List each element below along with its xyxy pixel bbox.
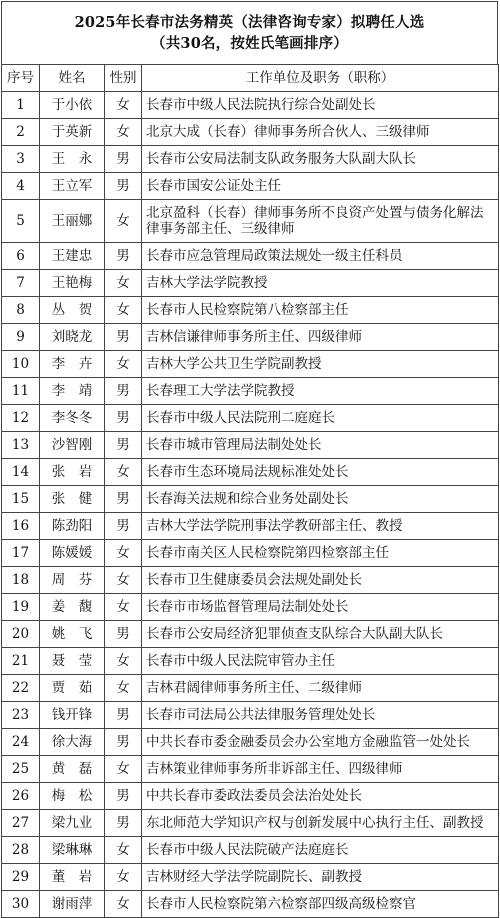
- row-gender: 男: [105, 324, 142, 351]
- row-job-text: 北京大成（长春）律师事务所合伙人、三级律师: [146, 124, 430, 140]
- table-row: [2, 594, 499, 621]
- row-job: [142, 432, 499, 459]
- row-number: 18: [2, 567, 40, 594]
- row-gender: 男: [105, 513, 142, 540]
- row-name: 李 卉: [40, 351, 105, 378]
- row-job: [142, 243, 499, 270]
- table-row: [2, 675, 499, 702]
- row-name: 于小依: [40, 92, 105, 119]
- row-name: 姚 飞: [40, 621, 105, 648]
- row-name: 谢雨萍: [40, 891, 105, 918]
- row-job-text: 长春市人民检察院第八检察部主任: [146, 302, 349, 318]
- row-job: [142, 891, 499, 918]
- row-gender: 男: [105, 486, 142, 513]
- row-job: [142, 864, 499, 891]
- table-row: [2, 540, 499, 567]
- row-gender: 女: [105, 270, 142, 297]
- row-job: [142, 324, 499, 351]
- row-job: [142, 783, 499, 810]
- row-number: 20: [2, 621, 40, 648]
- row-number: 8: [2, 297, 40, 324]
- row-gender: 男: [105, 810, 142, 837]
- table-header-row: [2, 65, 499, 92]
- table-row: [2, 486, 499, 513]
- row-job: [142, 648, 499, 675]
- row-job: [142, 92, 499, 119]
- table-row: [2, 297, 499, 324]
- table-row: [2, 702, 499, 729]
- row-name: 李 靖: [40, 378, 105, 405]
- row-job: [142, 702, 499, 729]
- table-row: [2, 243, 499, 270]
- row-name: 陈劲阳: [40, 513, 105, 540]
- table-row: [2, 119, 499, 146]
- row-gender: 男: [105, 621, 142, 648]
- header-gender: 性别: [105, 65, 142, 92]
- row-job-text: 长春市司法局公共法律服务管理处处长: [146, 707, 376, 723]
- row-name: 王艳梅: [40, 270, 105, 297]
- row-job: [142, 173, 499, 200]
- candidate-table: [1, 64, 499, 918]
- row-number: 19: [2, 594, 40, 621]
- table-row: [2, 891, 499, 918]
- row-gender: 女: [105, 540, 142, 567]
- header-job: 工作单位及职务（职称）: [142, 65, 499, 92]
- row-number: 15: [2, 486, 40, 513]
- table-row: [2, 459, 499, 486]
- row-gender: 女: [105, 594, 142, 621]
- row-name: 黄 磊: [40, 756, 105, 783]
- table-row: [2, 621, 499, 648]
- row-job: [142, 567, 499, 594]
- row-job-text: 长春海关法规和综合业务处副处长: [146, 491, 349, 507]
- row-job-text: 长春市城市管理局法制处处长: [146, 437, 322, 453]
- row-name: 王建忠: [40, 243, 105, 270]
- table-row: [2, 351, 499, 378]
- row-name: 姜 馥: [40, 594, 105, 621]
- document-title: 2025年长春市法务精英（法律咨询专家）拟聘任人选: [74, 14, 425, 31]
- row-name: 沙智刚: [40, 432, 105, 459]
- title-block: [1, 1, 498, 64]
- table-row: [2, 837, 499, 864]
- row-job: [142, 540, 499, 567]
- row-job: [142, 675, 499, 702]
- table-row: [2, 146, 499, 173]
- row-job: [142, 513, 499, 540]
- row-number: 30: [2, 891, 40, 918]
- row-job: [142, 621, 499, 648]
- row-job-text: 吉林大学法学院教授: [146, 275, 268, 291]
- row-gender: 女: [105, 891, 142, 918]
- row-job-text: 吉林大学法学院刑事法学教研部主任、教授: [146, 518, 403, 534]
- row-job: [142, 378, 499, 405]
- row-number: 24: [2, 729, 40, 756]
- row-name: 丛 贺: [40, 297, 105, 324]
- document-subtitle: （共30名，按姓氏笔画排序）: [151, 35, 348, 52]
- row-job-text: 长春市中级人民法院刑二庭庭长: [146, 410, 335, 426]
- row-number: 2: [2, 119, 40, 146]
- row-gender: 女: [105, 200, 142, 243]
- row-gender: 女: [105, 92, 142, 119]
- row-name: 张 岩: [40, 459, 105, 486]
- row-name: 王 永: [40, 146, 105, 173]
- row-name: 周 芬: [40, 567, 105, 594]
- row-job: [142, 270, 499, 297]
- row-gender: 男: [105, 729, 142, 756]
- row-job: [142, 810, 499, 837]
- row-number: 28: [2, 837, 40, 864]
- row-number: 9: [2, 324, 40, 351]
- row-job-text: 中共长春市委金融委员会办公室地方金融监管一处处长: [146, 734, 470, 750]
- row-number: 29: [2, 864, 40, 891]
- row-name: 徐大海: [40, 729, 105, 756]
- table-row: [2, 432, 499, 459]
- row-gender: 男: [105, 146, 142, 173]
- row-job-text: 长春市公安局经济犯罪侦查支队综合大队副大队长: [146, 626, 443, 642]
- row-job-text: 长春市公安局法制支队政务服务大队副大队长: [146, 151, 416, 167]
- row-job: [142, 459, 499, 486]
- row-gender: 女: [105, 351, 142, 378]
- row-job-text: 吉林君阔律师事务所主任、二级律师: [146, 680, 362, 696]
- row-job: [142, 729, 499, 756]
- row-job: [142, 594, 499, 621]
- row-gender: 男: [105, 243, 142, 270]
- row-name: 王立军: [40, 173, 105, 200]
- table-row: [2, 783, 499, 810]
- table-row: [2, 864, 499, 891]
- row-job-text: 长春市中级人民法院破产法庭庭长: [146, 842, 349, 858]
- row-number: 23: [2, 702, 40, 729]
- row-job: [142, 119, 499, 146]
- row-number: 26: [2, 783, 40, 810]
- row-gender: 女: [105, 864, 142, 891]
- row-gender: 男: [105, 702, 142, 729]
- row-name: 陈媛媛: [40, 540, 105, 567]
- row-job-text: 吉林策业律师事务所非诉部主任、四级律师: [146, 761, 403, 777]
- row-job: [142, 200, 499, 243]
- row-name: 钱开锋: [40, 702, 105, 729]
- row-number: 4: [2, 173, 40, 200]
- table-row: [2, 405, 499, 432]
- table-row: [2, 729, 499, 756]
- row-number: 21: [2, 648, 40, 675]
- row-name: 贾 茹: [40, 675, 105, 702]
- row-name: 董 岩: [40, 864, 105, 891]
- row-number: 16: [2, 513, 40, 540]
- row-gender: 女: [105, 756, 142, 783]
- header-name: 姓名: [40, 65, 105, 92]
- row-job-text: 长春市生态环境局法规标准处处长: [146, 464, 349, 480]
- table-row: [2, 513, 499, 540]
- table-row: [2, 270, 499, 297]
- table-row: [2, 756, 499, 783]
- table-row: [2, 324, 499, 351]
- row-gender: 男: [105, 173, 142, 200]
- row-job: [142, 146, 499, 173]
- row-job-text: 吉林财经大学法学院副院长、副教授: [146, 869, 362, 885]
- row-job-text: 长春市南关区人民检察院第四检察部主任: [146, 545, 389, 561]
- table-row: [2, 378, 499, 405]
- row-number: 1: [2, 92, 40, 119]
- row-name: 李冬冬: [40, 405, 105, 432]
- row-gender: 女: [105, 119, 142, 146]
- row-job-text: 吉林大学公共卫生学院副教授: [146, 356, 322, 372]
- row-gender: 男: [105, 378, 142, 405]
- row-job-text: 中共长春市委政法委员会法治处处长: [146, 788, 362, 804]
- row-number: 14: [2, 459, 40, 486]
- row-job: [142, 405, 499, 432]
- row-gender: 男: [105, 783, 142, 810]
- row-number: 22: [2, 675, 40, 702]
- table-row: [2, 810, 499, 837]
- row-number: 17: [2, 540, 40, 567]
- row-name: 王丽娜: [40, 200, 105, 243]
- table-row: [2, 173, 499, 200]
- row-number: 13: [2, 432, 40, 459]
- row-name: 梁九业: [40, 810, 105, 837]
- row-number: 11: [2, 378, 40, 405]
- row-gender: 女: [105, 297, 142, 324]
- row-name: 梅 松: [40, 783, 105, 810]
- row-job-text: 东北师范大学知识产权与创新发展中心执行主任、副教授: [146, 815, 484, 831]
- row-number: 3: [2, 146, 40, 173]
- row-gender: 男: [105, 405, 142, 432]
- row-number: 10: [2, 351, 40, 378]
- row-job-text: 北京盈科（长春）律师事务所不良资产处置与债务化解法律事务部主任、三级律师: [146, 205, 484, 237]
- row-number: 27: [2, 810, 40, 837]
- row-number: 5: [2, 200, 40, 243]
- row-job-text: 长春理工大学法学院教授: [146, 383, 295, 399]
- row-job: [142, 756, 499, 783]
- table-row: [2, 92, 499, 119]
- row-gender: 女: [105, 459, 142, 486]
- row-number: 12: [2, 405, 40, 432]
- table-row: [2, 648, 499, 675]
- row-job-text: 长春市国安公证处主任: [146, 178, 281, 194]
- header-no: 序号: [2, 65, 40, 92]
- row-number: 6: [2, 243, 40, 270]
- document: [1, 1, 498, 918]
- row-name: 梁琳琳: [40, 837, 105, 864]
- row-number: 25: [2, 756, 40, 783]
- row-job-text: 长春市市场监督管理局法制处处长: [146, 599, 349, 615]
- row-job-text: 长春市应急管理局政策法规处一级主任科员: [146, 248, 403, 264]
- row-gender: 女: [105, 675, 142, 702]
- row-gender: 女: [105, 648, 142, 675]
- row-job-text: 吉林信谦律师事务所主任、四级律师: [146, 329, 362, 345]
- table-row: [2, 200, 499, 243]
- row-job: [142, 486, 499, 513]
- row-job-text: 长春市中级人民法院审管办主任: [146, 653, 335, 669]
- table-body: [2, 92, 499, 918]
- row-name: 刘晓龙: [40, 324, 105, 351]
- table-row: [2, 567, 499, 594]
- row-job: [142, 351, 499, 378]
- row-job-text: 长春市中级人民法院执行综合处副处长: [146, 97, 376, 113]
- row-number: 7: [2, 270, 40, 297]
- row-job-text: 长春市卫生健康委员会法规处副处长: [146, 572, 362, 588]
- row-name: 聂 莹: [40, 648, 105, 675]
- row-job: [142, 297, 499, 324]
- row-gender: 女: [105, 837, 142, 864]
- row-name: 于英新: [40, 119, 105, 146]
- row-job-text: 长春市人民检察院第六检察部四级高级检察官: [146, 896, 416, 912]
- row-name: 张 健: [40, 486, 105, 513]
- row-job: [142, 837, 499, 864]
- row-gender: 男: [105, 432, 142, 459]
- row-gender: 女: [105, 567, 142, 594]
